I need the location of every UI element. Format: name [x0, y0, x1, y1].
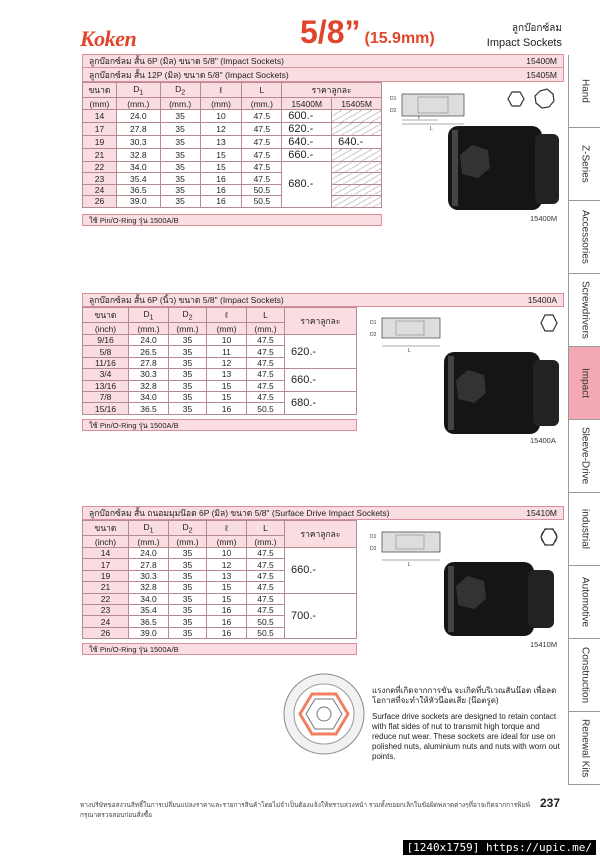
table-row: [83, 123, 382, 136]
col-header: ขนาด: [83, 308, 129, 323]
sidebar-item-label: Automotive: [579, 576, 591, 628]
table-cell: 47.5: [242, 123, 282, 136]
size-inch: 5/8”: [300, 14, 361, 50]
table-cell: 39.0: [129, 627, 169, 638]
na-cell: [332, 173, 382, 184]
surface-drive-diagram: [282, 672, 366, 756]
spec-table: [82, 307, 357, 415]
sidebar-item-screwdrivers[interactable]: [569, 274, 600, 347]
svg-text:L: L: [408, 348, 411, 352]
size-cell: 24: [83, 616, 129, 627]
table-cell: 36.5: [129, 616, 169, 627]
table-cell: 15: [200, 149, 242, 162]
section-code: 15400A: [527, 295, 557, 305]
unit-cell: (mm.): [169, 323, 207, 335]
svg-text:D2: D2: [370, 546, 377, 552]
table-cell: 16: [200, 196, 242, 207]
section-code: 15410M: [526, 508, 557, 518]
col-header: ราคาลูกละ: [282, 83, 382, 98]
size-cell: 19: [83, 136, 117, 149]
table-cell: 35: [169, 380, 207, 391]
table-cell: 12: [207, 357, 247, 368]
table-cell: 16: [207, 616, 247, 627]
brand-logo: Koken: [80, 26, 137, 51]
svg-text:D1: D1: [390, 96, 397, 102]
table-row: [83, 173, 382, 184]
sidebar-item-construction[interactable]: [569, 639, 600, 712]
product-caption: 15410M: [530, 640, 558, 649]
size-cell: 11/16: [83, 357, 129, 368]
table-cell: 35.4: [129, 604, 169, 615]
table-cell: 35: [169, 559, 207, 570]
unit-cell: (mm.): [129, 323, 169, 335]
col-header: ℓ: [200, 83, 242, 98]
table-row: [83, 335, 357, 346]
unit-cell: (mm): [83, 98, 117, 110]
table-cell: 47.5: [242, 110, 282, 123]
table-cell: 47.5: [247, 559, 285, 570]
table-cell: 35: [160, 184, 200, 195]
table-cell: 35: [169, 548, 207, 559]
col-header: $D_1$: [129, 521, 169, 536]
table-cell: 35: [160, 110, 200, 123]
size-cell: 19: [83, 570, 129, 581]
page-number: 237: [540, 796, 561, 810]
table-cell: 35: [169, 369, 207, 380]
socket-image-15400a: [438, 348, 562, 438]
surface-drive-description: [372, 686, 564, 768]
unit-cell: (mm.): [129, 536, 169, 548]
price-cell: 640.-: [332, 136, 382, 149]
sidebar-item-sleeve-drive[interactable]: [569, 420, 600, 493]
section-title-text: ลูกบ๊อกซ์ลม สั้น 6P (นิ้ว) ขนาด 5/8" (Impact Sockets): [89, 295, 284, 305]
description-th: แรงกดที่เกิดจากการขัน จะเกิดที่บริเวณสันน๊อต เพื่อลดโอกาสที่จะทำให้หัวน๊อตเสีย (น๊อตรูด): [372, 686, 557, 705]
size-mm: (15.9mm): [364, 30, 435, 47]
table-cell: 50.5: [242, 184, 282, 195]
sidebar-item-industrial[interactable]: [569, 493, 600, 566]
table-cell: 47.5: [242, 173, 282, 184]
table-cell: 27.8: [129, 559, 169, 570]
page-title: [300, 14, 435, 51]
table-cell: 35: [169, 335, 207, 346]
unit-cell: (mm.): [247, 536, 285, 548]
table-cell: 16: [200, 184, 242, 195]
table-cell: 39.0: [116, 196, 160, 207]
size-cell: 22: [83, 593, 129, 604]
svg-text:D2: D2: [370, 332, 377, 338]
col-header: L: [242, 83, 282, 98]
na-cell: [332, 149, 382, 162]
na-cell: [332, 162, 382, 173]
table-cell: 27.8: [116, 123, 160, 136]
table-cell: 50.5: [247, 616, 285, 627]
table-cell: 47.5: [242, 149, 282, 162]
price-col-header: 15405M: [332, 98, 382, 110]
col-header: ขนาด: [83, 521, 129, 536]
table-cell: 35: [169, 403, 207, 414]
size-cell: 24: [83, 184, 117, 195]
sidebar-item-renewal-kits[interactable]: [569, 712, 600, 785]
col-header: $D_1$: [116, 83, 160, 98]
sidebar-item-accessories[interactable]: [569, 201, 600, 274]
col-header: $D_1$: [129, 308, 169, 323]
table-cell: 50.5: [247, 403, 285, 414]
footer-disclaimer: ทางบริษัทขอสงวนสิทธิ์ในการเปลี่ยนแปลงราคาและรายการสินค้าโดยไม่จำเป็นต้องแจ้งให้ทราบล่วงหน้า รวมทั้งขอยกเลิกในข้อผิดพลาดต่างๆที่อาจเกิดจากการพิมพ์ กรุณาตรวจสอบก่อนสั่งซื้อ: [80, 802, 531, 819]
sidebar-nav: [568, 55, 600, 785]
price-cell: 600.-: [282, 110, 332, 123]
table-cell: 50.5: [242, 196, 282, 207]
unit-cell: (mm.): [116, 98, 160, 110]
table-cell: 47.5: [242, 136, 282, 149]
table-row: [83, 110, 382, 123]
sidebar-item-label: Z-Series: [579, 145, 591, 183]
pin-note: ใช้ Pin/O-Ring รุ่น 1500A/B: [82, 214, 382, 226]
table-cell: 35: [169, 627, 207, 638]
table-cell: 30.3: [129, 570, 169, 581]
table-cell: 35: [160, 162, 200, 173]
table-cell: 30.3: [116, 136, 160, 149]
table-cell: 15: [200, 162, 242, 173]
size-cell: 15/16: [83, 403, 129, 414]
category-title-th: ลูกบ๊อกซ์ลม: [511, 23, 562, 34]
table-cell: 35: [169, 357, 207, 368]
table-cell: 47.5: [247, 380, 285, 391]
table-cell: 35: [160, 196, 200, 207]
size-cell: 3/4: [83, 369, 129, 380]
description-en: Surface drive sockets are designed to retain contact with flat sides of nut to transmit high torque and reduce nut wear. These sockets are ideal for use on polished nuts, aluminium nuts and nuts with worn out points.: [372, 712, 560, 761]
table-cell: 34.0: [116, 162, 160, 173]
table-row: [83, 369, 357, 380]
table-cell: 10: [207, 548, 247, 559]
table-row: [83, 548, 357, 559]
table-cell: 47.5: [247, 548, 285, 559]
section-title-text: ลูกบ๊อกซ์ลม สั้น ถนอมมุมน๊อต 6P (มิล) ขนาด 5/8" (Surface Drive Impact Sockets): [89, 508, 390, 518]
sidebar-item-label: Construction: [579, 646, 591, 704]
table-row: [83, 162, 382, 173]
svg-text:D1: D1: [370, 320, 377, 326]
table-cell: 35: [169, 391, 207, 402]
table-cell: 24.0: [129, 548, 169, 559]
socket-image-15410m: [440, 556, 558, 640]
price-col-header: 15400M: [282, 98, 332, 110]
table-row: [83, 136, 382, 149]
table-cell: 47.5: [247, 582, 285, 593]
table-cell: 24.0: [129, 335, 169, 346]
price-cell: 620.-: [285, 335, 357, 369]
sidebar-item-impact[interactable]: [569, 347, 600, 420]
table-cell: 35: [169, 616, 207, 627]
size-cell: 9/16: [83, 335, 129, 346]
surface-drive-icon: [538, 526, 560, 548]
product-caption: 15400A: [530, 436, 556, 445]
sidebar-item-label: Impact: [579, 367, 591, 398]
hex-icon: [538, 312, 560, 334]
section-title: [82, 54, 564, 68]
col-header: L: [247, 521, 285, 536]
dimension-diagram: [368, 312, 468, 352]
col-header: ราคาลูกละ: [285, 521, 357, 548]
unit-cell: (mm.): [160, 98, 200, 110]
table-cell: 35: [169, 604, 207, 615]
section-code: 15400M: [526, 56, 557, 66]
size-cell: 7/8: [83, 391, 129, 402]
section-title: [82, 293, 564, 307]
size-cell: 26: [83, 196, 117, 207]
table-cell: 26.5: [129, 346, 169, 357]
table-cell: 35: [160, 173, 200, 184]
table-cell: 35: [169, 582, 207, 593]
size-cell: 23: [83, 604, 129, 615]
pin-note: ใช้ Pin/O-Ring รุ่น 1500A/B: [82, 419, 357, 431]
table-row: [83, 149, 382, 162]
table-cell: 47.5: [247, 570, 285, 581]
size-cell: 21: [83, 149, 117, 162]
table-cell: 30.3: [129, 369, 169, 380]
table-cell: 32.8: [116, 149, 160, 162]
col-header: ราคาลูกละ: [285, 308, 357, 335]
price-cell: 660.-: [285, 369, 357, 392]
unit-cell: (mm): [207, 323, 247, 335]
table-cell: 47.5: [247, 369, 285, 380]
size-cell: 26: [83, 627, 129, 638]
sidebar-item-label: Renewal Kits: [579, 718, 591, 778]
section-title-text: ลูกบ๊อกซ์ลม สั้น 12P (มิล) ขนาด 5/8" (Impact Sockets): [89, 69, 289, 80]
unit-cell: (mm): [200, 98, 242, 110]
table-cell: 36.5: [129, 403, 169, 414]
col-header: $D_2$: [160, 83, 200, 98]
size-cell: 14: [83, 110, 117, 123]
table-cell: 35: [160, 123, 200, 136]
na-cell: [332, 110, 382, 123]
na-cell: [332, 196, 382, 207]
section-title-text: ลูกบ๊อกซ์ลม สั้น 6P (มิล) ขนาด 5/8" (Impact Sockets): [89, 56, 284, 66]
size-cell: 17: [83, 123, 117, 136]
table-cell: 35: [160, 149, 200, 162]
table-cell: 16: [207, 604, 247, 615]
table-cell: 47.5: [247, 335, 285, 346]
price-cell: 660.-: [282, 149, 332, 162]
unit-cell: (inch): [83, 323, 129, 335]
unit-cell: (inch): [83, 536, 129, 548]
table-cell: 15: [207, 582, 247, 593]
product-caption: 15400M: [530, 214, 558, 223]
sidebar-item-automotive[interactable]: [569, 566, 600, 639]
na-cell: [332, 123, 382, 136]
table-cell: 47.5: [247, 604, 285, 615]
spec-table: [82, 82, 382, 208]
col-header: $D_2$: [169, 521, 207, 536]
section-title: [82, 68, 564, 82]
unit-cell: (mm): [207, 536, 247, 548]
table-cell: 47.5: [247, 346, 285, 357]
table-cell: 35: [160, 136, 200, 149]
pin-note: ใช้ Pin/O-Ring รุ่น 1500A/B: [82, 643, 357, 655]
svg-text:D1: D1: [370, 534, 377, 540]
table-cell: 36.5: [116, 184, 160, 195]
price-cell: 700.-: [285, 593, 357, 639]
category-heading: [487, 22, 562, 50]
table-cell: 32.8: [129, 380, 169, 391]
watermark: [1240x1759] https://upic.me/: [403, 840, 596, 855]
svg-text:D2: D2: [390, 108, 397, 114]
col-header: $D_2$: [169, 308, 207, 323]
table-cell: 11: [207, 346, 247, 357]
unit-cell: (mm.): [242, 98, 282, 110]
table-cell: 16: [207, 627, 247, 638]
table-row: [83, 196, 382, 207]
price-cell: 680.-: [285, 391, 357, 414]
size-cell: 13/16: [83, 380, 129, 391]
table-cell: 24.0: [116, 110, 160, 123]
svg-text:L: L: [430, 126, 433, 132]
category-title-en: Impact Sockets: [486, 37, 562, 49]
table-cell: 15: [207, 391, 247, 402]
table-cell: 35: [169, 346, 207, 357]
sidebar-item-z-series[interactable]: [569, 128, 600, 201]
table-cell: 15: [207, 380, 247, 391]
price-cell: 620.-: [282, 123, 332, 136]
svg-text:ℓ: ℓ: [418, 115, 420, 121]
table-cell: 10: [207, 335, 247, 346]
hex-and-12point-icon: [500, 86, 560, 112]
section-code: 15405M: [526, 69, 557, 80]
col-header: ℓ: [207, 308, 247, 323]
table-cell: 35: [169, 593, 207, 604]
table-cell: 32.8: [129, 582, 169, 593]
sidebar-item-label: Sleeve-Drive: [579, 427, 591, 485]
table-cell: 34.0: [129, 593, 169, 604]
size-cell: 23: [83, 173, 117, 184]
table-cell: 12: [200, 123, 242, 136]
table-cell: 13: [207, 369, 247, 380]
sidebar-item-label: industrial: [579, 508, 591, 550]
table-cell: 34.0: [129, 391, 169, 402]
size-cell: 17: [83, 559, 129, 570]
size-cell: 22: [83, 162, 117, 173]
size-cell: 21: [83, 582, 129, 593]
socket-image-15400m: [440, 120, 562, 216]
sidebar-item-label: Screwdrivers: [579, 281, 591, 339]
table-cell: 16: [207, 403, 247, 414]
price-cell: 640.-: [282, 136, 332, 149]
price-cell: 680.-: [282, 162, 332, 208]
col-header: L: [247, 308, 285, 323]
table-cell: 13: [207, 570, 247, 581]
table-cell: 35: [169, 570, 207, 581]
sidebar-item-hand[interactable]: [569, 55, 600, 128]
table-row: [83, 184, 382, 195]
sidebar-item-label: Hand: [579, 79, 591, 103]
col-header: ℓ: [207, 521, 247, 536]
svg-text:L: L: [408, 562, 411, 566]
size-cell: 14: [83, 548, 129, 559]
table-cell: 10: [200, 110, 242, 123]
col-header: ขนาด: [83, 83, 117, 98]
table-cell: 35.4: [116, 173, 160, 184]
table-cell: 27.8: [129, 357, 169, 368]
table-row: [83, 391, 357, 402]
unit-cell: (mm.): [247, 323, 285, 335]
table-cell: 47.5: [242, 162, 282, 173]
size-cell: 5/8: [83, 346, 129, 357]
table-cell: 12: [207, 559, 247, 570]
table-cell: 13: [200, 136, 242, 149]
unit-cell: (mm.): [169, 536, 207, 548]
table-cell: 47.5: [247, 593, 285, 604]
na-cell: [332, 184, 382, 195]
price-cell: 660.-: [285, 548, 357, 594]
spec-table: [82, 520, 357, 639]
table-cell: 47.5: [247, 357, 285, 368]
section-title: [82, 506, 564, 520]
table-cell: 16: [200, 173, 242, 184]
sidebar-item-label: Accessories: [579, 210, 591, 264]
table-cell: 47.5: [247, 391, 285, 402]
table-cell: 50.5: [247, 627, 285, 638]
table-cell: 15: [207, 593, 247, 604]
table-row: [83, 593, 357, 604]
